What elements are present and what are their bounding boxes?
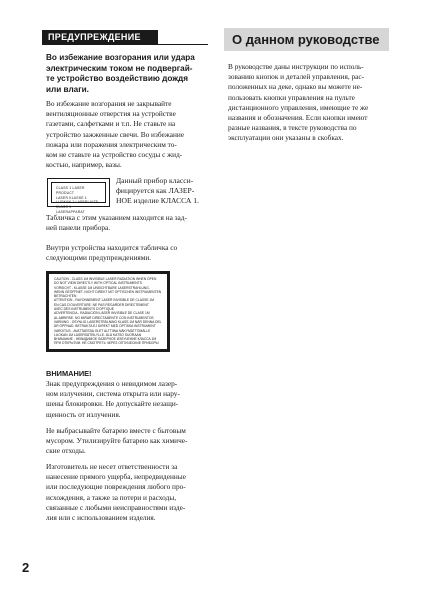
text-line: ские отходы. bbox=[46, 446, 86, 456]
text-line: или последующие повреждения любого про- bbox=[46, 482, 186, 492]
label-line: LASER KLASSE 1 bbox=[56, 195, 87, 200]
label-location-paragraph bbox=[46, 213, 221, 233]
warning-bold-text bbox=[46, 53, 216, 95]
text-line: лия или с использованием изделия. bbox=[46, 513, 156, 523]
text-line: разные названия, в тексте руководства по bbox=[228, 123, 357, 133]
label-line: LUOKAN 1M LASERSÄTEILYLLE. ÄLÄ KATSO SUORAAN bbox=[54, 332, 142, 337]
text-line: ном излучении, система открыта или нару- bbox=[46, 389, 180, 399]
text-line: вентиляционные отверстия на устройстве bbox=[46, 109, 176, 119]
text-line: шены блокировки. Не допускайте незащи- bbox=[46, 399, 179, 409]
class1-description bbox=[116, 176, 216, 207]
class1-laser-label bbox=[47, 178, 110, 214]
text-line: дистанционного управления, имеющие те же bbox=[228, 102, 369, 112]
text-line: НОЕ изделие КЛАССА 1. bbox=[116, 196, 199, 206]
label-line: ATTENTION - RAYONNEMENT LASER INVISIBLE DE CLASSE 1M bbox=[54, 298, 155, 303]
text-line: зованию кнопок и деталей управления, рас- bbox=[228, 72, 365, 82]
warning-header: ПРЕДУПРЕЖДЕНИЕ bbox=[42, 30, 158, 45]
label-line: BETRACHTEN bbox=[54, 294, 77, 299]
text-line: мусором. Утилизируйте батарею как химиче- bbox=[46, 436, 188, 446]
label-line: KLASS 1 LASERAPPARAT bbox=[56, 205, 85, 214]
inside-label-paragraph bbox=[46, 243, 221, 263]
label-line: ADVERTENCIA - RADIACIÓN LÁSER INVISIBLE DE CLASE 1M bbox=[54, 311, 150, 316]
attention-title: ВНИМАНИЕ! bbox=[46, 369, 92, 378]
label-line: AVEC DES INSTRUMENTS D'OPTIQUE bbox=[54, 307, 114, 312]
text-line: пользовать кнопки управления на пульте bbox=[228, 92, 355, 102]
text-line: нанесение прямого ущерба, непредвиденные bbox=[46, 472, 186, 482]
bold-line: Во избежание возгорания или удара bbox=[46, 53, 195, 62]
text-line: положенных на деке, однако вы можете не- bbox=[228, 82, 363, 92]
label-line: VAROITUS - AVATTAESSA OLET ALTTIINA NÄKYMÄTTÖMÄLLE bbox=[54, 328, 151, 333]
label-line: CAUTION - CLASS 1M INVISIBLE LASER RADIATION WHEN OPEN bbox=[54, 277, 157, 281]
text-line: устройство зажженные свечи. Во избежание bbox=[46, 129, 185, 139]
text-line: исхождения, а также за потери и расходы, bbox=[46, 492, 177, 502]
text-line: ней панели прибора. bbox=[46, 223, 111, 233]
text-line: связанные с любыми неисправностями изде- bbox=[46, 502, 186, 512]
text-line: фицируется как ЛАЗЕР- bbox=[116, 186, 195, 196]
fire-warning-paragraph bbox=[46, 99, 216, 170]
label-line: DO NOT VIEW DIRECTLY WITH OPTICAL INSTRUMENTS bbox=[54, 281, 142, 286]
text-line: В руководстве даны инструкции по исполь- bbox=[228, 62, 364, 71]
label-line: ПРИ ОТКРЫТИИ. НЕ СМОТРЕТЬ ЧЕРЕЗ ОПТИЧЕСКИЕ ПРИБОРЫ bbox=[54, 341, 159, 346]
battery-paragraph bbox=[46, 426, 221, 457]
label-line: ВНИМАНИЕ - НЕВИДИМОЕ ЛАЗЕРНОЕ ИЗЛУЧЕНИЕ КЛАССА 1М bbox=[54, 337, 157, 342]
text-line: Во избежание возгорания не закрывайте bbox=[46, 99, 172, 108]
text-line: пожара или поражения электрическим то- bbox=[46, 139, 177, 149]
label-line: EN CAS D'OUVERTURE. NE PAS REGARDER DIRECTEMENT bbox=[54, 302, 149, 307]
label-line: AL ABRIRSE. NO MIRAR DIRECTAMENTE CON INSTRUMENTOS bbox=[54, 315, 154, 320]
label-line: VORSICHT - KLASSE 1M UNSICHTBARE LASERSTRAHLUNG, bbox=[54, 285, 150, 290]
text-line: Табличка с этим указанием находится на зад- bbox=[46, 213, 187, 222]
text-line: эксплуатации они указаны в скобках. bbox=[228, 133, 344, 143]
text-line: Знак предупреждения о невидимом лазер- bbox=[46, 379, 178, 388]
label-line: VARNING - OSYNLIG LASERSTRÅLNING KLASS 1M NÄR DENNA DEL bbox=[54, 319, 162, 324]
page-number: 2 bbox=[22, 560, 30, 575]
label-line: ÄR ÖPPNAD. BETRAKTA EJ DIREKT MED OPTISKA INSTRUMENT bbox=[54, 324, 156, 329]
manual-intro-paragraph bbox=[228, 62, 408, 144]
text-line: Изготовитель не несет ответственности за bbox=[46, 462, 178, 471]
label-line: CLASS 1 LASER PRODUCT bbox=[56, 186, 85, 195]
text-line: Внутри устройства находится табличка со bbox=[46, 243, 178, 252]
text-line: щенность от излучения. bbox=[46, 409, 121, 419]
invisible-radiation-paragraph bbox=[46, 379, 221, 420]
text-line: ком не ставьте на устройство сосуды с жид- bbox=[46, 150, 183, 160]
text-line: Не выбрасывайте батарею вместе с бытовым bbox=[46, 426, 186, 435]
text-line: газетами, салфетками и т.п. Не ставьте на bbox=[46, 119, 176, 129]
text-line: следующими предупреждениями. bbox=[46, 253, 152, 263]
section-title: О данном руководстве bbox=[224, 28, 389, 51]
text-line: названия и обозначения. Если кнопки имеют bbox=[228, 113, 368, 123]
label-line: WENN GEÖFFNET. NICHT DIREKT MIT OPTISCHEN INSTRUMENTEN bbox=[54, 289, 162, 294]
bold-line: или влаги. bbox=[46, 84, 89, 94]
invisible-laser-warning-label bbox=[46, 271, 170, 352]
warning-label-text bbox=[48, 273, 168, 350]
class1-laser-label-text bbox=[51, 182, 106, 214]
liability-paragraph bbox=[46, 462, 221, 523]
label-line: LUOKAN 1 LASERLAITE bbox=[56, 200, 99, 205]
text-line: Данный прибор класси- bbox=[116, 176, 194, 185]
bold-line: те устройство воздействию дождя bbox=[46, 74, 188, 84]
bold-line: электрическим током не подвергай- bbox=[46, 63, 193, 73]
text-line: костью, например, вазы. bbox=[46, 160, 122, 170]
